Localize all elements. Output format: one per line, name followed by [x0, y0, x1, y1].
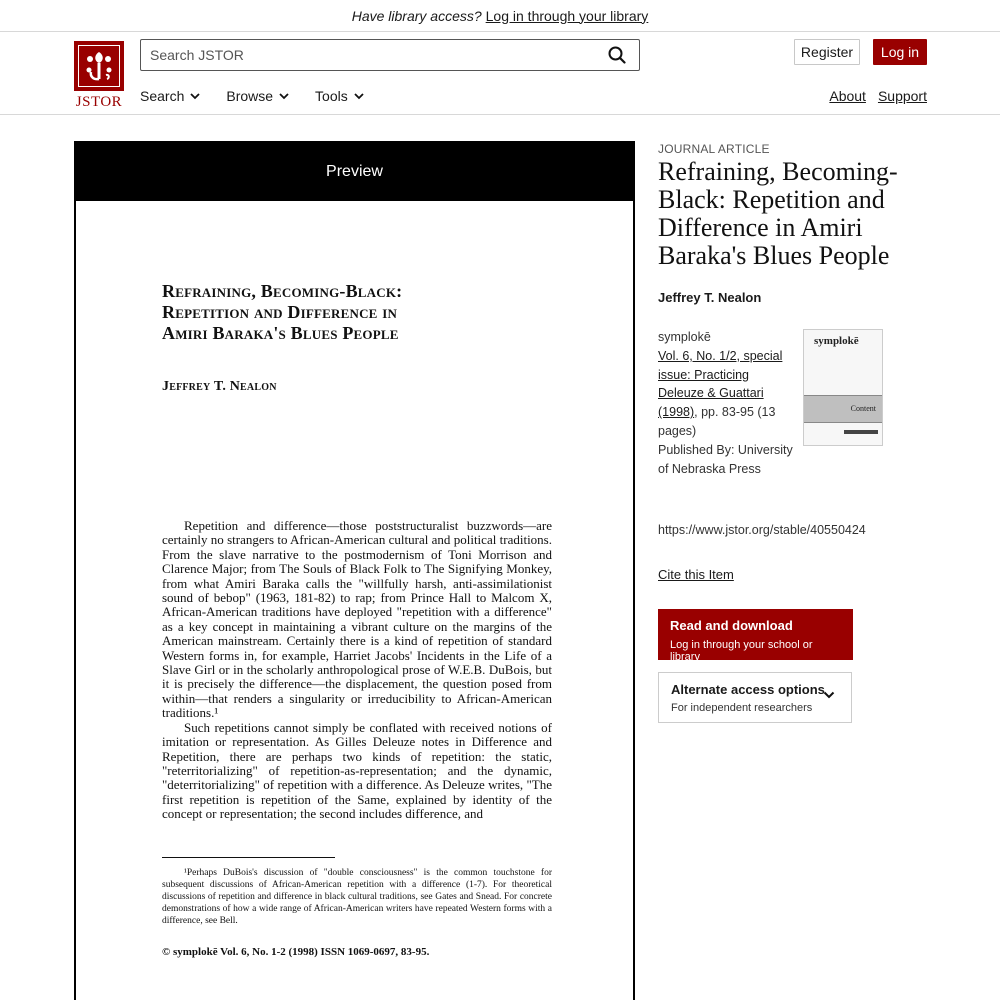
- library-access-banner: [0, 0, 1000, 32]
- alt-access-title: Alternate access options: [671, 682, 825, 697]
- content-type: JOURNAL ARTICLE: [658, 142, 770, 156]
- page-body: [162, 519, 552, 822]
- nav-tools[interactable]: [315, 88, 364, 104]
- secondary-nav: [829, 88, 927, 104]
- logo-wordmark: JSTOR: [75, 94, 123, 110]
- jstor-logo-mark: [74, 41, 124, 91]
- article-preview[interactable]: [74, 141, 635, 1000]
- login-button[interactable]: Log in: [873, 39, 927, 65]
- search-icon[interactable]: [601, 39, 633, 71]
- alternate-access-button[interactable]: [658, 672, 852, 723]
- article-title: Refraining, Becoming-Black: Repetition and Difference in Amiri Baraka's Blues People: [658, 157, 898, 270]
- page-citation: © symplokē Vol. 6, No. 1-2 (1998) ISSN 1069-0697, 83-95.: [162, 946, 430, 958]
- stable-url: https://www.jstor.org/stable/40550424: [658, 523, 866, 537]
- read-button-subtitle: Log in through your school or library: [670, 639, 813, 663]
- read-and-download-button[interactable]: [658, 609, 853, 663]
- preview-header: Preview: [76, 143, 633, 201]
- chevron-down-icon: [190, 93, 200, 100]
- page-paragraph: Such repetitions cannot simply be conflated with received notions of imitation or representation. As Gilles Deleuze notes in Difference and Repetition, there are perhaps two kinds of repetition: the static, "reterritorializing" of repetition-as-representation; and the dynamic, "deterritorializing" of repetition with a difference. As Deleuze writes, "The first repetition is repetition of the Same, explained by identity of the concept or representation; the second includes difference, and: [162, 719, 552, 822]
- library-access-prompt: Have library access?: [351, 7, 482, 24]
- page-paragraph: Repetition and difference—those poststructuralist buzzwords—are certainly no strangers to African-American cultural and political traditions. From the slave narrative to the postmodernism of Toni Morrison and Clarence Major; from The Souls of Black Folk to The Signifying Monkey, from what Amiri Baraka calls the "willfully harsh, anti-assimilationist sound of bebop" (1963, 181-82) to rap; from Prince Hall to Malcom X, African-American traditions have deployed "repetition with a difference" as a key concept in maintaining a vibrant culture on the margins of the American mainstream. Certainly there is a kind of repetition of standard Western forms in, for example, Harriet Jacobs' Incidents in the Life of a Slave Girl or in the scholarly anthropological prose of W.E.B. DuBois, but it is precisely the difference—the displacement, the question posed from within—that renders a singularity or irreducibility to African-American traditions.¹: [162, 518, 552, 721]
- page-title-line: Amiri Baraka's Blues People: [162, 323, 399, 343]
- footnote-text: ¹Perhaps DuBois's discussion of "double consciousness" is the common touchstone for subsequent discussions of African-American repetition with a difference (1-7). For theoretical discussions of repetition and difference in black cultural traditions, see Gates and Snead. For concrete demonstrations of how a wide range of African-American writers have repeated Western forms with a difference, see Bell.: [162, 868, 552, 926]
- register-button[interactable]: Register: [794, 39, 860, 65]
- main-nav: [140, 88, 364, 104]
- nav-search[interactable]: [140, 88, 200, 104]
- publisher: Published By: University of Nebraska Press: [658, 442, 793, 476]
- journal-cover-thumbnail[interactable]: [803, 329, 883, 446]
- nav-tools-label: Tools: [315, 88, 348, 104]
- about-link[interactable]: About: [829, 88, 866, 104]
- alt-access-subtitle: For independent researchers: [671, 702, 813, 714]
- search-bar: [140, 39, 640, 71]
- page-title-line: Repetition and Difference in: [162, 302, 398, 322]
- article-meta: [658, 142, 928, 305]
- issue-link[interactable]: Vol. 6, No. 1/2, special issue: Practicing Deleuze & Guattari (1998): [658, 348, 783, 420]
- preview-page: [76, 201, 633, 1000]
- chevron-down-icon: [823, 691, 835, 699]
- nav-browse-label: Browse: [226, 88, 274, 104]
- page-article-title: [162, 281, 482, 344]
- chevron-down-icon: [354, 93, 364, 100]
- journal-name: symplokē: [658, 330, 711, 344]
- footnote-divider: [162, 857, 335, 858]
- nav-browse[interactable]: [226, 88, 289, 104]
- search-input[interactable]: [141, 47, 601, 63]
- page-author: Jeffrey T. Nealon: [162, 379, 277, 394]
- site-header: [0, 32, 1000, 115]
- article-author: Jeffrey T. Nealon: [658, 290, 762, 305]
- nav-search-label: Search: [140, 88, 185, 104]
- support-link[interactable]: Support: [877, 88, 927, 104]
- cover-title: symplokē: [814, 335, 859, 347]
- cite-item-link[interactable]: Cite this Item: [658, 567, 734, 582]
- cover-band-text: Content: [850, 404, 876, 413]
- page-title-line: Refraining, Becoming-Black:: [162, 281, 403, 301]
- publication-info: [658, 328, 798, 478]
- cover-footer-mark: [844, 430, 878, 434]
- jstor-logo[interactable]: [74, 41, 124, 111]
- cover-band: [804, 395, 882, 423]
- library-login-link[interactable]: Log in through your library: [485, 7, 649, 24]
- chevron-down-icon: [279, 93, 289, 100]
- ornament-icon: [82, 49, 116, 83]
- page-range: , pp. 83-95 (13 pages): [658, 405, 776, 438]
- read-button-title: Read and download: [670, 618, 793, 633]
- page-footnote: [162, 867, 552, 927]
